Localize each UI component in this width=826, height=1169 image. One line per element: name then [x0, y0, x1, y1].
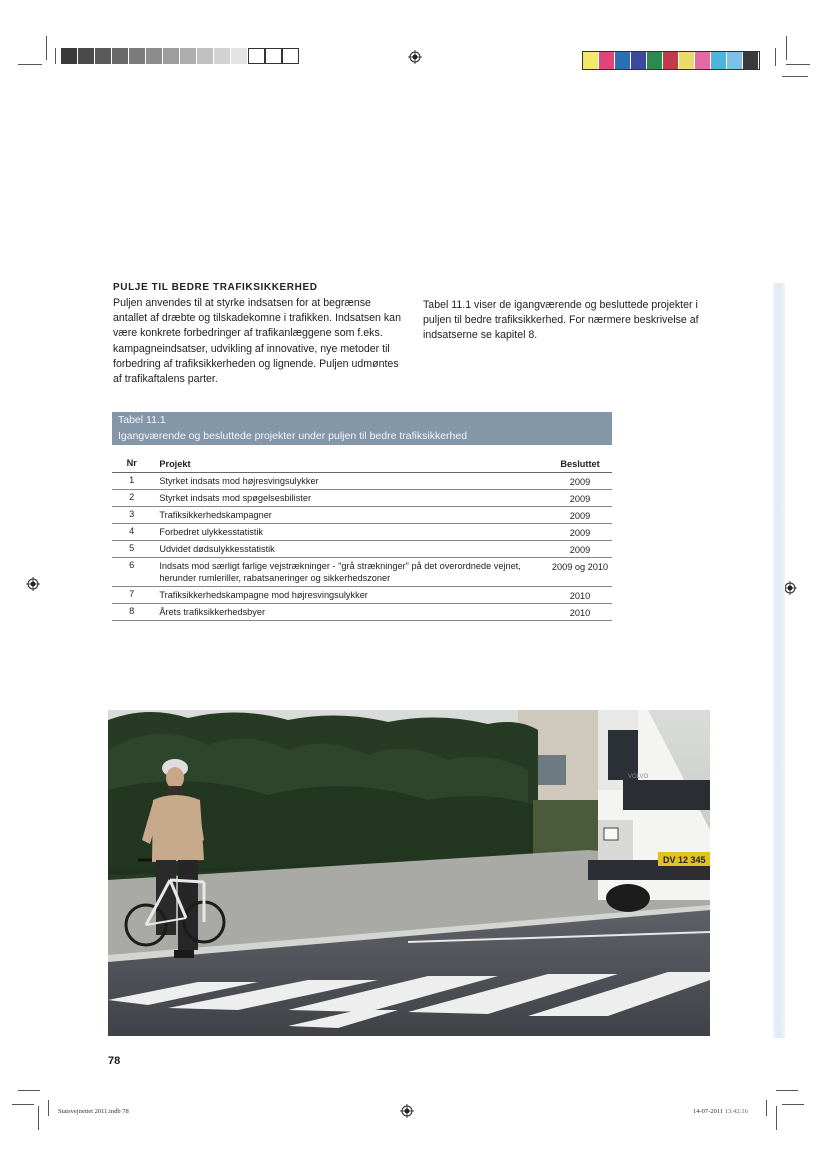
color-swatch	[695, 52, 711, 69]
slug-date: 14-07-2011	[693, 1108, 724, 1115]
row-besluttet: 2009	[569, 494, 591, 504]
color-calibration-strip	[582, 51, 760, 70]
color-swatch	[615, 52, 631, 69]
row-besluttet: 2010	[569, 591, 591, 601]
color-swatch	[599, 52, 615, 69]
grey-swatch	[129, 48, 146, 64]
table-row	[112, 587, 612, 604]
row-besluttet: 2010	[569, 608, 591, 618]
intro-paragraph: Puljen anvendes til at styrke indsatsen for at begrænse antallet af dræbte og tilskadekomne i trafikken. Indsatsen kan være konkrete forbedringer af trafikanlæggene som f.eks. kampagneindsatser, udvikling af innovative, nye metoder til forbedring af trafiksikkerheden og lignende. Puljen udmøntes af trafikaftalens parter.	[113, 297, 401, 386]
registration-mark-icon	[408, 50, 422, 64]
table-row	[112, 604, 612, 621]
grey-swatch	[248, 48, 265, 64]
table-row	[112, 524, 612, 541]
grey-swatch	[61, 48, 78, 64]
grey-swatch	[214, 48, 231, 64]
grey-swatch	[197, 48, 214, 64]
row-nr: 3	[129, 509, 135, 519]
color-swatch	[679, 52, 695, 69]
row-nr: 1	[129, 475, 135, 485]
truck-brand: VOLVO	[628, 774, 649, 780]
color-swatch	[711, 52, 727, 69]
slug-file-info: Statsvejnettet 2011.indb 78	[58, 1108, 129, 1115]
crop-mark	[776, 1090, 798, 1091]
crop-mark	[766, 1100, 767, 1116]
table-row	[112, 490, 612, 507]
grey-swatch	[112, 48, 129, 64]
row-projekt: Forbedret ulykkesstatistik	[159, 527, 264, 537]
row-nr: 2	[129, 492, 135, 502]
row-besluttet: 2009	[569, 477, 591, 487]
section-heading: PULJE TIL BEDRE TRAFIKSIKKERHED	[113, 282, 318, 293]
row-besluttet: 2009	[569, 511, 591, 521]
table-header-bar	[112, 412, 612, 445]
grey-swatch	[163, 48, 180, 64]
crop-mark	[786, 64, 810, 65]
registration-mark-icon	[26, 577, 40, 591]
slug-time: 13:42:16	[724, 1108, 748, 1115]
crop-mark	[776, 1106, 777, 1130]
color-swatch	[631, 52, 647, 69]
cyclist-crosswalk-illustration	[108, 710, 710, 1036]
grey-swatch	[282, 48, 299, 64]
color-swatch	[743, 52, 759, 69]
grey-swatch	[231, 48, 248, 64]
color-swatch	[647, 52, 663, 69]
color-swatch	[583, 52, 599, 69]
row-projekt: Indsats mod særligt farlige vejstrækninger - "grå strækninger" på det overordnede vejnet, herunder rumleriller, rabatsaneringer og sikkerhedszoner	[159, 561, 521, 583]
projects-table	[112, 456, 612, 621]
row-nr: 6	[129, 560, 135, 570]
row-besluttet: 2009	[569, 528, 591, 538]
table-row	[112, 541, 612, 558]
grey-swatch	[265, 48, 282, 64]
page-number: 78	[108, 1055, 121, 1067]
table-row	[112, 507, 612, 524]
crop-mark	[775, 48, 776, 66]
row-projekt: Udvidet dødsulykkesstatistik	[159, 544, 275, 554]
table-row	[112, 473, 612, 490]
grey-calibration-strip	[61, 48, 299, 64]
crop-mark	[18, 64, 42, 65]
grey-swatch	[146, 48, 163, 64]
table-column-headers	[112, 456, 612, 473]
crop-mark	[12, 1104, 34, 1105]
row-nr: 8	[129, 606, 135, 616]
row-projekt: Trafiksikkerhedskampagner	[159, 510, 272, 520]
truck-plate: DV 12 345	[663, 855, 706, 865]
row-nr: 5	[129, 543, 135, 553]
color-swatch	[727, 52, 743, 69]
row-projekt: Styrket indsats mod spøgelsesbilister	[159, 493, 312, 503]
crop-mark	[38, 1106, 39, 1130]
crop-mark	[48, 1100, 49, 1116]
row-besluttet: 2009	[569, 545, 591, 555]
row-nr: 7	[129, 589, 135, 599]
column-header-besluttet: Besluttet	[560, 459, 600, 469]
crop-mark	[782, 76, 808, 77]
table-reference-paragraph: Tabel 11.1 viser de igangværende og besluttede projekter i puljen til bedre trafiksikkerhed. For nærmere beskrivelse af indsatserne se kapitel 8.	[423, 299, 699, 342]
grey-swatch	[95, 48, 112, 64]
page-edge-bleed	[773, 283, 785, 1038]
registration-mark-icon	[783, 581, 797, 595]
crop-mark	[46, 36, 47, 60]
table-label: Tabel 11.1	[118, 414, 166, 426]
slug-timestamp	[693, 1108, 748, 1115]
table-title: Igangværende og besluttede projekter under puljen til bedre trafiksikkerhed	[118, 430, 468, 442]
row-projekt: Trafiksikkerhedskampagne mod højresvingsulykker	[159, 590, 368, 600]
table-row	[112, 558, 612, 587]
row-projekt: Årets trafiksikkerhedsbyer	[159, 607, 266, 617]
row-besluttet: 2009 og 2010	[551, 562, 609, 572]
row-nr: 4	[129, 526, 135, 536]
color-swatch	[663, 52, 679, 69]
row-projekt: Styrket indsats mod højresvingsulykker	[159, 476, 319, 486]
grey-swatch	[180, 48, 197, 64]
column-header-nr: Nr	[126, 458, 137, 468]
street-photo	[108, 710, 710, 1036]
crop-mark	[782, 1104, 804, 1105]
crop-mark	[786, 36, 787, 60]
crop-mark	[55, 48, 56, 64]
registration-mark-icon	[400, 1104, 414, 1118]
grey-swatch	[78, 48, 95, 64]
crop-mark	[18, 1090, 40, 1091]
column-header-projekt: Projekt	[159, 459, 191, 469]
